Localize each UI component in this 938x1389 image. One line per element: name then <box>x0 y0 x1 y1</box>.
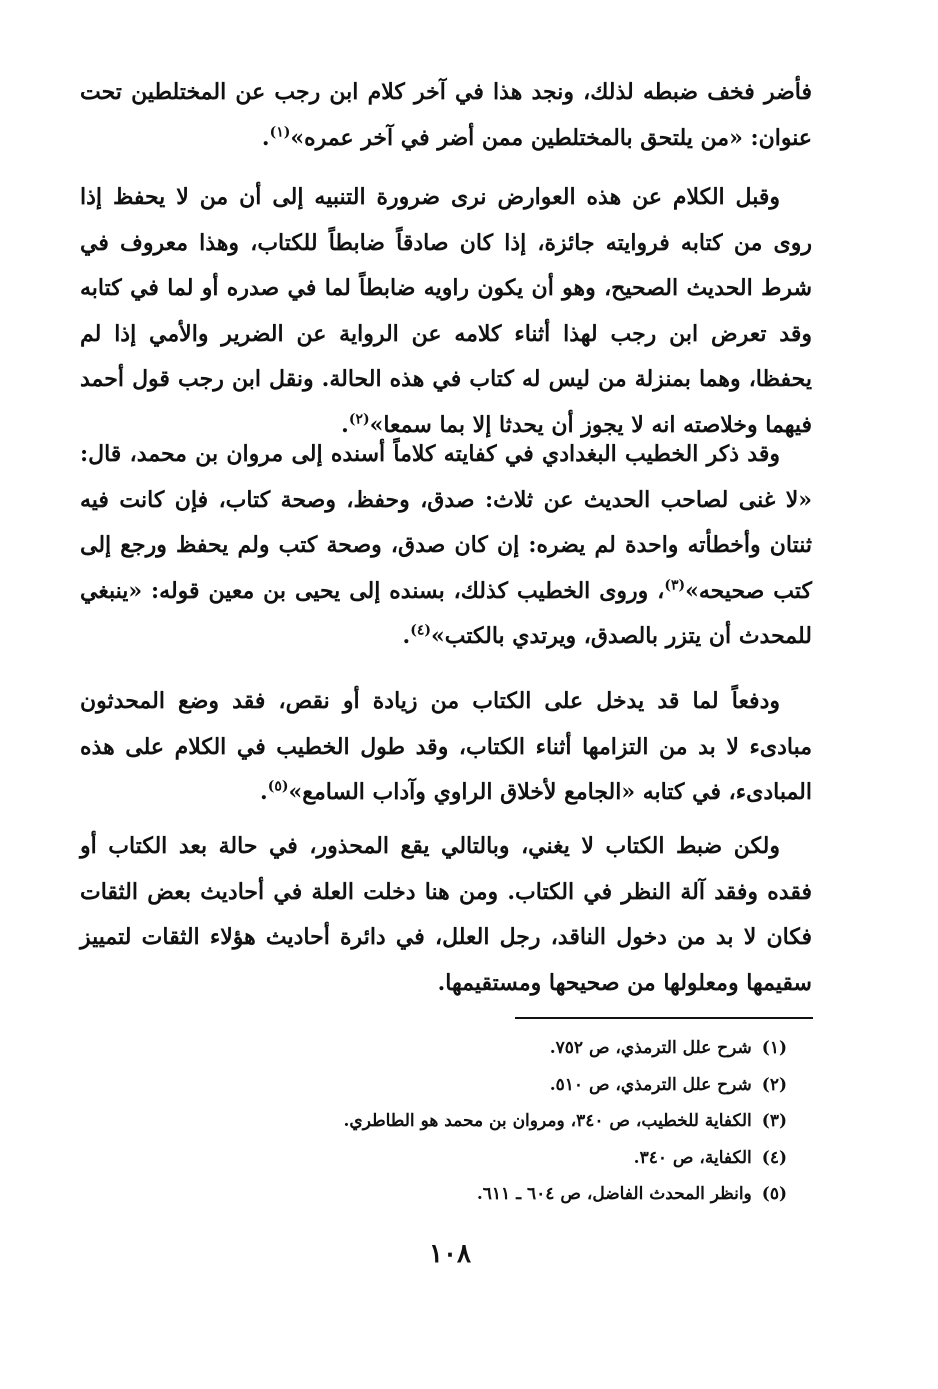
footnote-3 <box>80 1103 787 1140</box>
footnote-text: الكفاية، ص ٣٤٠. <box>633 1147 752 1168</box>
paragraph-1-end: . <box>261 124 270 151</box>
paragraph-3-text <box>80 432 812 660</box>
footnote-5 <box>80 1176 787 1213</box>
footnote-4 <box>80 1140 787 1177</box>
footnotes <box>80 1030 787 1213</box>
paragraph-1 <box>80 70 812 161</box>
paragraph-3-text-b: ، وروى الخطيب كذلك، بسنده إلى يحيى بن معين قوله: «ينبغي للمحدث أن يتزر بالصدق، ويرتدي بالكتب» <box>80 577 812 649</box>
paragraph-3 <box>80 432 812 660</box>
paragraph-3-end: . <box>402 623 411 649</box>
paragraph-3-text-a: وقد ذكر الخطيب البغدادي في كفايته كلاماً أسنده إلى مروان بن محمد، قال: «لا غنى لصاحب الحديث عن ثلاث: صدق، وحفظ، وصحة كتاب، فإن كانت فيه ثنتان وأخطأته واحدة لم يضره: إن كان صدق، وصحة كتب ولم يحفظ ورجع إلى كتب صحيحه» <box>80 441 813 604</box>
footnote-1 <box>80 1030 787 1067</box>
footnote-number: (٤) <box>761 1147 787 1168</box>
footnote-2 <box>80 1067 787 1104</box>
footnote-separator <box>515 1017 813 1019</box>
footnote-text: شرح علل الترمذي، ص ٥١٠. <box>549 1074 752 1095</box>
paragraph-4-text <box>80 679 812 816</box>
footnote-number: (٥) <box>761 1184 787 1205</box>
footnote-ref-4: (٤) <box>410 622 431 639</box>
paragraph-5 <box>80 824 812 1006</box>
footnote-ref-2: (٢) <box>348 411 370 428</box>
paragraph-4-text-a: ودفعاً لما قد يدخل على الكتاب من زيادة أو نقص، فقد وضع المحدثون مبادىء لا بد من التزامها أثناء الكتاب، وقد طول الخطيب في الكلام على هذه المبادىء، في كتابه «الجامع لأخلاق الراوي وآداب السامع» <box>80 688 812 805</box>
footnote-ref-3: (٣) <box>664 577 686 594</box>
page-number: ١٠٨ <box>429 1239 471 1269</box>
footnote-ref-5: (٥) <box>267 778 289 795</box>
footnote-text: شرح علل الترمذي، ص ٧٥٢. <box>549 1038 752 1058</box>
paragraph-4-end: . <box>260 779 268 805</box>
footnote-number: (٢) <box>761 1074 787 1095</box>
paragraph-1-text-a: فأضر فخف ضبطه لذلك، ونجد هذا في آخر كلام ابن رجب عن المختلطين تحت عنوان: «من يلتحق بالمختلطين ممن أضر في آخر عمره» <box>80 79 812 151</box>
footnote-text: وانظر المحدث الفاضل، ص ٦٠٤ ـ ٦١١. <box>476 1184 752 1205</box>
paragraph-2-end: . <box>341 411 349 438</box>
footnote-number: (٣) <box>761 1111 787 1132</box>
footnote-ref-1: (١) <box>269 124 291 141</box>
paragraph-4 <box>80 679 812 816</box>
paragraph-2-text <box>80 175 812 448</box>
paragraph-5-text-a: ولكن ضبط الكتاب لا يغني، وبالتالي يقع المحذور، في حالة بعد الكتاب أو فقده وفقد آلة النظر في الكتاب. ومن هنا دخلت العلة في أحاديث بعض الثقات فكان لا بد من دخول الناقد، رجل العلل، في دائرة أحاديث هؤلاء الثقات لتمييز سقيمها ومعلولها من صحيحها ومستقيمها. <box>80 833 812 996</box>
paragraph-5-text <box>80 824 812 1006</box>
footnote-number: (١) <box>761 1038 787 1058</box>
paragraph-2-text-a: وقبل الكلام عن هذه العوارض نرى ضرورة التنبيه إلى أن من لا يحفظ إذا روى من كتابه فروايته جائزة، إذا كان صادقاً ضابطاً للكتاب، وهذا معروف في شرط الحديث الصحيح، وهو أن يكون راويه ضابطاً لما في صدره أو لما في كتابه وقد تعرض ابن رجب لهذا أثناء كلامه عن الرواية عن الضرير والأمي إذا لم يحفظا، وهما بمنزلة من ليس له كتاب في هذه الحالة. ونقل ابن رجب قول أحمد فيهما وخلاصته انه لا يجوز أن يحدثا إلا بما سمعا» <box>80 184 812 438</box>
paragraph-2 <box>80 175 812 448</box>
footnote-text: الكفاية للخطيب، ص ٣٤٠، ومروان بن محمد هو الطاطري. <box>343 1111 752 1132</box>
paragraph-1-text <box>80 70 812 161</box>
